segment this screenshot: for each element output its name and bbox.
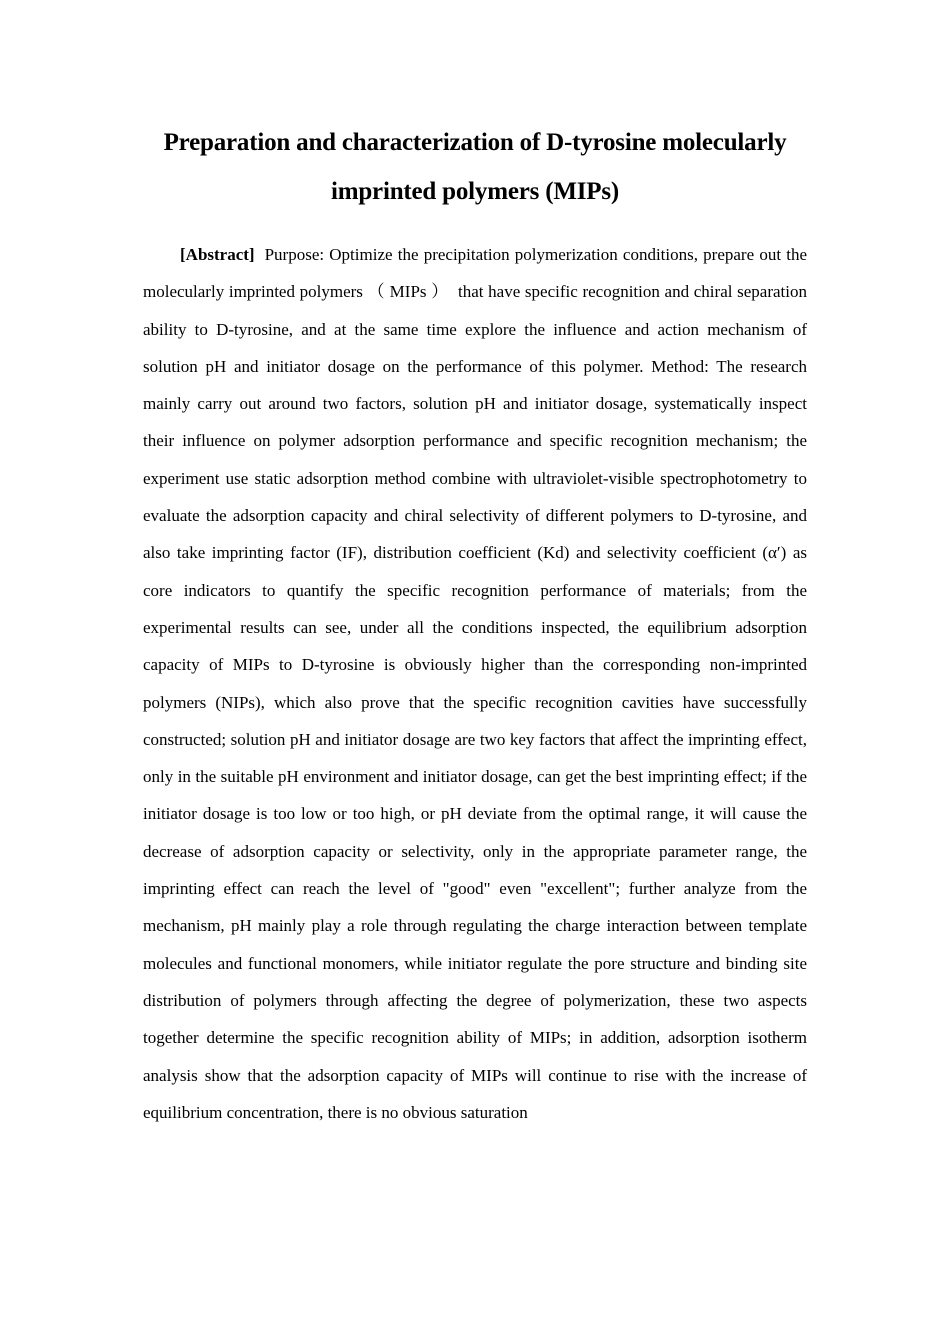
paper-title-line-1: Preparation and characterization of D-tyrosine molecularly — [163, 129, 787, 156]
abstract-paragraph — [143, 236, 807, 1131]
abstract-label: [Abstract] — [180, 245, 255, 264]
paper-title — [143, 118, 807, 216]
abstract-mips-parenthetical: （ MIPs ） — [362, 282, 454, 302]
abstract-text-part-1: Purpose: Optimize the precipitation polymerization conditions, prepare out the molecularly imprinted polymers — [143, 245, 807, 302]
paper-title-line-2: imprinted polymers (MIPs) — [330, 178, 620, 205]
abstract-text-part-2: that have specific recognition and chiral separation ability to D-tyrosine, and at the same time explore the influence and action mechanism of solution pH and initiator dosage on the performance of this polymer. Method: The research mainly carry out around two factors, solution pH and initiator dosage, systematically inspect their influence on polymer adsorption performance and specific recognition mechanism; the experiment use static adsorption method combine with ultraviolet-visible spectrophotometry to evaluate the adsorption capacity and chiral selectivity of different polymers to D-tyrosine, and also take imprinting factor (IF), distribution coefficient (Kd) and selectivity coefficient (α′) as core indicators to quantify the specific recognition performance of materials; from the experimental results can see, under all the conditions inspected, the equilibrium adsorption capacity of MIPs to D-tyrosine is obviously higher than the corresponding non-imprinted polymers (NIPs), which also prove that the specific recognition cavities have successfully constructed; solution pH and initiator dosage are two key factors that affect the imprinting effect, only in the suitable pH environment and initiator dosage, can get the best imprinting effect; if the initiator dosage is too low or too high, or pH deviate from the optimal range, it will cause the decrease of adsorption capacity or selectivity, only in the appropriate parameter range, the imprinting effect can reach the level of "good" even "excellent"; further analyze from the mechanism, pH mainly play a role through regulating the charge interaction between template molecules and functional monomers, while initiator regulate the pore structure and binding site distribution of polymers through affecting the degree of polymerization, these two aspects together determine the specific recognition ability of MIPs; in addition, adsorption isotherm analysis show that the adsorption capacity of MIPs will continue to rise with the increase of equilibrium concentration, there is no obvious saturation — [143, 282, 807, 1122]
paper-page — [143, 118, 807, 1131]
